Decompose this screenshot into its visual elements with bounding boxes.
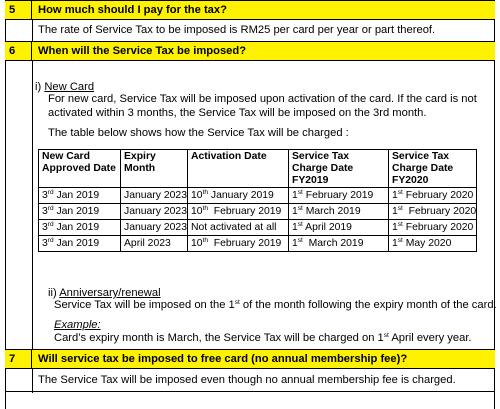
table-cell — [389, 220, 477, 236]
column-header: Service Tax Charge Date FY2019 — [289, 150, 389, 188]
ordinal-suffix: rd — [47, 237, 54, 244]
cell-value: January 2023 — [124, 222, 187, 233]
ordinal-suffix: st — [397, 221, 403, 228]
table-cell — [121, 188, 188, 204]
cell-value-rest: Jan 2019 — [53, 222, 100, 233]
ordinal-suffix: st — [297, 221, 303, 228]
cell-value: January 2023 — [124, 206, 187, 217]
new-card-line-2: activated within 3 months, the Service Tax will be imposed on the 3rd month. — [48, 107, 427, 119]
table-cell — [289, 236, 389, 252]
question-row-7 — [5, 349, 495, 368]
cell-value-rest: Jan 2019 — [53, 190, 100, 201]
cell-value-rest: February 2019 — [302, 190, 374, 201]
ordinal-suffix: rd — [47, 205, 54, 212]
cell-value-rest: Jan 2019 — [53, 238, 100, 249]
cell-value-rest: February 2020 — [402, 206, 477, 217]
column-header: Expiry Month — [121, 150, 188, 188]
cell-value-rest: February 2019 — [207, 238, 282, 249]
column-header: Service Tax Charge Date FY2020 — [389, 150, 477, 188]
cell-value-rest: March 2019 — [302, 238, 364, 249]
cell-value-rest: February 2020 — [402, 222, 474, 233]
cell-value: 3 — [42, 206, 48, 217]
question-row-5 — [5, 0, 495, 19]
cell-value: 10 — [191, 190, 203, 201]
table-row — [39, 204, 477, 220]
cell-value: January 2023 — [124, 190, 187, 201]
renewal-text-part: Service Tax will be imposed on the 1 — [54, 299, 235, 311]
ordinal-suffix: st — [297, 237, 303, 244]
question-text: How much should I pay for the tax? — [38, 4, 227, 16]
service-tax-table — [38, 149, 477, 252]
question-text: Will service tax be imposed to free card (no annual membership fee)? — [38, 353, 408, 365]
example-title: Example: — [54, 319, 101, 331]
ordinal-suffix: st — [297, 189, 303, 196]
column-header: Activation Date — [188, 150, 289, 188]
table-cell — [121, 204, 188, 220]
cell-value: 1 — [392, 206, 398, 217]
table-cell — [389, 188, 477, 204]
table-cell — [289, 220, 389, 236]
table-cell — [389, 236, 477, 252]
question-number: 6 — [5, 42, 32, 60]
ordinal-suffix: st — [297, 205, 303, 212]
example-text-part: April every year. — [388, 332, 472, 344]
ordinal-suffix: th — [202, 205, 208, 212]
new-card-prefix: i) — [35, 81, 42, 93]
cell-value: Not activated at all — [191, 222, 277, 233]
table-row — [39, 220, 477, 236]
answer-row-5 — [5, 19, 495, 41]
ordinal-suffix: st — [234, 299, 240, 306]
table-cell — [389, 204, 477, 220]
cell-value: 1 — [292, 238, 298, 249]
cell-value-rest: January 2019 — [207, 190, 274, 201]
renewal-title: Anniversary/renewal — [59, 287, 161, 299]
question-text: When will the Service Tax be imposed? — [38, 45, 247, 57]
example-text — [54, 332, 472, 344]
table-cell — [39, 204, 121, 220]
cell-value-rest: Jan 2019 — [53, 206, 100, 217]
new-card-heading — [35, 81, 94, 93]
table-intro: The table below shows how the Service Tax will be charged : — [48, 127, 349, 139]
table-cell — [188, 220, 289, 236]
renewal-text — [54, 299, 497, 311]
question-row-6 — [5, 41, 495, 60]
table-cell — [289, 204, 389, 220]
answer-text: The rate of Service Tax to be imposed is RM25 per card per year or part thereof. — [38, 24, 436, 36]
example-text-part: Card’s expiry month is March, the Service Tax will be charged on 1 — [54, 332, 384, 344]
table-cell — [188, 236, 289, 252]
table-row — [39, 236, 477, 252]
cell-value: 1 — [292, 190, 298, 201]
table-cell — [39, 188, 121, 204]
cell-value: 1 — [292, 222, 298, 233]
table-cell — [39, 220, 121, 236]
new-card-title: New Card — [44, 81, 95, 93]
cell-value-rest: May 2020 — [402, 238, 452, 249]
cell-value-rest: February 2019 — [207, 206, 282, 217]
cell-value-rest: February 2020 — [402, 190, 474, 201]
table-cell — [39, 236, 121, 252]
table-header-row — [39, 150, 477, 188]
table-row — [39, 188, 477, 204]
table-cell — [188, 204, 289, 220]
renewal-heading — [48, 287, 161, 299]
answer-text: The Service Tax will be imposed even though no annual membership fee is charged. — [38, 374, 456, 386]
cell-value: 3 — [42, 222, 48, 233]
column-divider — [32, 20, 33, 42]
cell-value: 1 — [292, 206, 298, 217]
new-card-line-1: For new card, Service Tax will be imposed upon activation of the card. If the card is not — [48, 93, 477, 105]
cell-value: 1 — [392, 190, 398, 201]
cell-value-rest: April 2019 — [302, 222, 352, 233]
renewal-prefix: ii) — [48, 287, 57, 299]
cell-value-rest: March 2019 — [302, 206, 361, 217]
ordinal-suffix: st — [383, 332, 389, 339]
cell-value: 1 — [392, 222, 398, 233]
cell-value: April 2023 — [124, 238, 171, 249]
question-number: 5 — [5, 1, 32, 19]
cell-value: 1 — [392, 238, 398, 249]
cell-value: 10 — [191, 206, 203, 217]
question-number: 7 — [5, 350, 32, 368]
ordinal-suffix: th — [202, 189, 208, 196]
ordinal-suffix: rd — [47, 189, 54, 196]
column-divider — [32, 369, 33, 393]
ordinal-suffix: st — [397, 205, 403, 212]
ordinal-suffix: st — [397, 189, 403, 196]
table-cell — [188, 188, 289, 204]
ordinal-suffix: th — [202, 237, 208, 244]
column-divider — [32, 61, 33, 350]
ordinal-suffix: rd — [47, 221, 54, 228]
renewal-text-part: of the month following the expiry month of the card. — [239, 299, 497, 311]
table-cell — [121, 220, 188, 236]
ordinal-suffix: st — [397, 237, 403, 244]
cell-value: 3 — [42, 238, 48, 249]
table-cell — [289, 188, 389, 204]
column-header: New Card Approved Date — [39, 150, 121, 188]
table-cell — [121, 236, 188, 252]
cell-value: 3 — [42, 190, 48, 201]
answer-row-7 — [5, 368, 495, 392]
cell-value: 10 — [191, 238, 203, 249]
